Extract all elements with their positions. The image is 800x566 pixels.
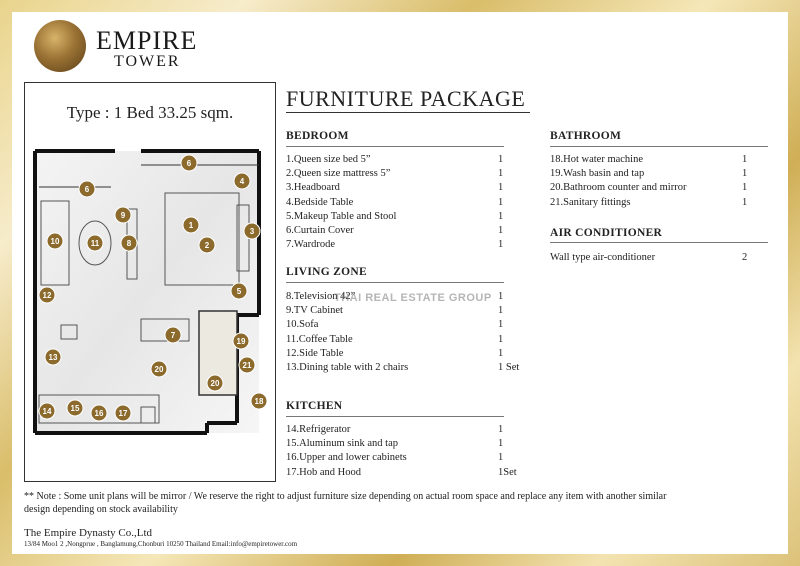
list-item — [550, 181, 772, 195]
item-quantity: 1 — [498, 168, 504, 180]
kitchen-list — [286, 423, 528, 480]
plan-marker-label: 14 — [42, 407, 52, 416]
list-item — [550, 153, 772, 167]
company-name: The Empire Dynasty Co.,Ltd — [24, 527, 153, 539]
section-divider — [286, 282, 504, 283]
section-divider — [286, 416, 504, 417]
item-quantity: 1 Set — [498, 362, 520, 374]
plan-marker-label: 3 — [249, 227, 255, 236]
item-quantity: 1 — [742, 182, 748, 194]
item-name: Wall type air-conditioner — [550, 252, 656, 263]
list-item — [286, 196, 528, 210]
floor-plan-box — [24, 82, 276, 482]
item-name: 8.Television 42” — [286, 291, 356, 302]
item-quantity: 1 — [498, 225, 504, 237]
item-name: 6.Curtain Cover — [286, 225, 354, 237]
plan-marker-label: 1 — [188, 221, 194, 230]
item-quantity: 1 — [498, 319, 504, 331]
item-quantity: 1 — [498, 291, 504, 302]
watermark: THAI REAL ESTATE GROUP — [334, 292, 492, 304]
plan-marker-label: 15 — [70, 404, 80, 413]
item-name: 2.Queen size mattress 5” — [286, 168, 391, 180]
item-name: 17.Hob and Hood — [286, 466, 361, 478]
item-name: 12.Side Table — [286, 347, 344, 359]
list-item — [286, 466, 528, 480]
item-name: 11.Coffee Table — [286, 333, 353, 345]
section-heading-bathroom: BATHROOM — [550, 130, 622, 142]
item-name: 7.Wardrode — [286, 239, 336, 251]
list-item — [286, 361, 528, 375]
item-quantity: 1 — [498, 305, 504, 317]
plan-marker-label: 18 — [254, 397, 264, 406]
item-name: 10.Sofa — [286, 319, 319, 331]
list-item — [286, 304, 528, 318]
plan-marker-label: 4 — [239, 177, 245, 186]
item-quantity: 1 — [498, 424, 504, 435]
item-name: 13.Dining table with 2 chairs — [286, 362, 409, 374]
plan-marker-label: 5 — [236, 287, 242, 296]
list-item — [286, 451, 528, 465]
section-heading-kitchen: KITCHEN — [286, 400, 343, 412]
section-heading-living: LIVING ZONE — [286, 266, 367, 278]
list-item — [286, 224, 528, 238]
list-item — [286, 238, 528, 252]
item-name: 15.Aluminum sink and tap — [286, 438, 398, 450]
plan-type-label: Type : 1 Bed 33.25 sqm. — [66, 103, 234, 122]
plan-marker-label: 20 — [154, 365, 164, 374]
item-quantity: 1 — [498, 196, 504, 208]
plan-marker-label: 9 — [120, 211, 126, 220]
item-name: 18.Hot water machine — [550, 154, 644, 165]
plan-marker-label: 20 — [210, 379, 220, 388]
item-name: 21.Sanitary fittings — [550, 196, 631, 208]
brand-name: EMPIRE — [96, 26, 198, 55]
plan-marker-label: 6 — [186, 159, 192, 168]
lion-logo-icon — [34, 20, 86, 72]
list-item — [286, 333, 528, 347]
aircon-list — [550, 251, 772, 265]
list-item — [286, 437, 528, 451]
item-name: 20.Bathroom counter and mirror — [550, 182, 687, 194]
item-quantity: 2 — [742, 252, 748, 263]
page-title: FURNITURE PACKAGE — [286, 86, 526, 111]
plan-marker-label: 10 — [50, 237, 60, 246]
item-quantity: 1 — [498, 333, 504, 345]
item-quantity: 1 — [498, 438, 504, 450]
floor-plan-drawing — [31, 145, 269, 435]
list-item — [286, 423, 528, 437]
item-quantity: 1 — [498, 154, 504, 165]
item-quantity: 1 — [742, 196, 748, 208]
list-item — [550, 196, 772, 210]
item-name: 1.Queen size bed 5” — [286, 154, 371, 165]
list-item — [286, 153, 528, 167]
plan-marker-label: 17 — [118, 409, 128, 418]
section-divider — [550, 146, 768, 147]
item-quantity: 1 — [498, 347, 504, 359]
item-name: 5.Makeup Table and Stool — [286, 210, 397, 222]
item-name: 16.Upper and lower cabinets — [286, 452, 407, 464]
item-quantity: 1 — [498, 452, 504, 464]
title-underline — [286, 112, 530, 113]
plan-marker-label: 7 — [170, 331, 176, 340]
plan-marker-label: 11 — [90, 239, 100, 248]
plan-marker-label: 19 — [236, 337, 246, 346]
item-name: 9.TV Cabinet — [286, 305, 343, 317]
plan-marker-label: 13 — [48, 353, 58, 362]
footnote: ** Note : Some unit plans will be mirror / We reserve the right to adjust furniture size depending on actual room space and replace any item with another similar design depending on stock availability — [24, 491, 667, 515]
list-item — [286, 167, 528, 181]
plan-marker-label: 6 — [84, 185, 90, 194]
item-quantity: 1 — [498, 239, 504, 251]
plan-marker-label: 21 — [242, 361, 252, 370]
section-heading-aircon: AIR CONDITIONER — [550, 227, 663, 239]
item-quantity: 1 — [498, 210, 504, 222]
section-divider — [550, 242, 768, 243]
item-quantity: 1 — [742, 154, 748, 165]
list-item — [286, 318, 528, 332]
item-name: 19.Wash basin and tap — [550, 168, 645, 180]
list-item — [286, 181, 528, 195]
item-quantity: 1Set — [498, 466, 517, 478]
plan-marker-label: 2 — [204, 241, 210, 250]
section-divider — [286, 146, 504, 147]
list-item — [550, 167, 772, 181]
item-name: 4.Bedside Table — [286, 196, 354, 208]
list-item — [550, 251, 772, 265]
item-quantity: 1 — [498, 182, 504, 194]
plan-marker-label: 12 — [42, 291, 52, 300]
section-heading-bedroom: BEDROOM — [286, 130, 349, 142]
item-quantity: 1 — [742, 168, 748, 180]
list-item — [286, 347, 528, 361]
item-name: 14.Refrigerator — [286, 424, 351, 435]
plan-marker-label: 16 — [94, 409, 104, 418]
company-address: 13/84 Moo1 2 ,Nongprue , Banglamung,Chonburi 10250 Thailand Email:info@empiretower.com — [24, 540, 298, 548]
item-name: 3.Headboard — [286, 182, 340, 194]
bedroom-list — [286, 153, 528, 252]
bathroom-list — [550, 153, 772, 210]
brand-subname: TOWER — [114, 53, 181, 70]
list-item — [286, 210, 528, 224]
plan-marker-label: 8 — [126, 239, 132, 248]
